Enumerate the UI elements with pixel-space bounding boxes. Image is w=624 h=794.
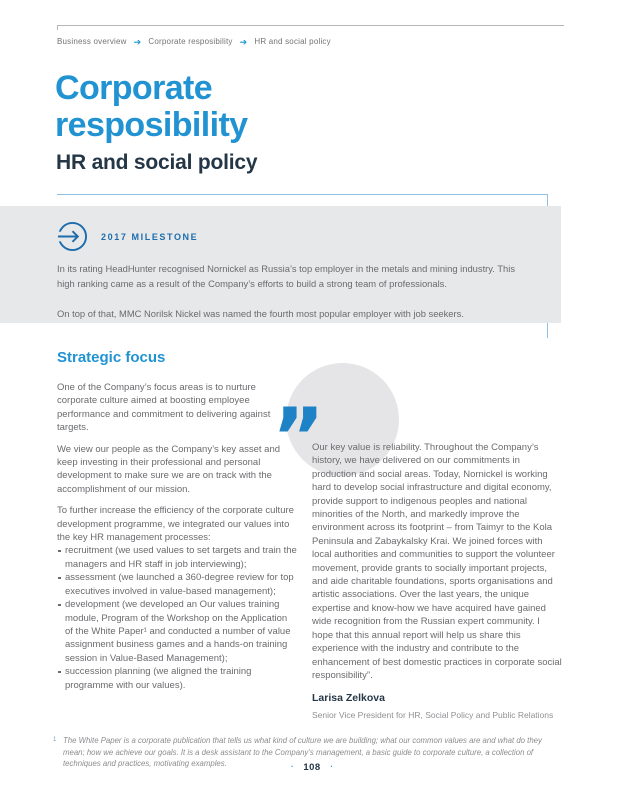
quote-column bbox=[312, 441, 562, 722]
footnote-marker: 1 bbox=[53, 737, 57, 743]
footnote-text: The White Paper is a corporate publication that tells us what kind of culture we are building; what our common values are and what do they mean; how we achieve our goals. It is a desk assistant to the Company’s management, a basic guide to corporate culture, a collection of techniques and practices, motivating examples. bbox=[63, 736, 542, 768]
list-item: succession planning (we aligned the training programme with our values). bbox=[57, 665, 297, 692]
breadcrumb bbox=[57, 37, 331, 46]
body-column-left bbox=[57, 381, 297, 692]
breadcrumb-item-corporate-resposibility[interactable]: Corporate resposibility bbox=[148, 37, 233, 46]
hr-processes-list bbox=[57, 544, 297, 691]
quote-text: Our key value is reliability. Throughout the Company’s history, we have delivered on our commitments in production and social areas. Today, Nornickel is working hard to develop social infrastructure and digital economy, provide support to indigenous peoples and national minorities of the North, and markedly improve the environment across its footprint – from Taimyr to the Kola Peninsula and Zabaykalsky Krai. We joined forces with local authorities and communities to support the volunteer movement, provide grants to socially important projects, and aide charitable foundations, sports organisations and artistic associations. Over the last years, the unique expertise and know-how we have acquired have gained wide recognition from the Russian expert community. I hope that this annual report will help us share this experience with the industry and contribute to the enhancement of best domestic practices in corporate social responsibility”. bbox=[312, 442, 562, 681]
milestone-paragraph: On top of that, MMC Norilsk Nickel was named the fourth most popular employer with job seekers. bbox=[57, 308, 464, 319]
quote-mark-icon: ” bbox=[272, 391, 325, 484]
list-item: assessment (we launched a 360-degree review for top executives involved in value-based management); bbox=[57, 571, 297, 598]
milestone-label: 2017 MILESTONE bbox=[101, 231, 199, 242]
body-paragraph: One of the Company’s focus areas is to nurture corporate culture aimed at boosting employee performance and commitment to delivering against targets. bbox=[57, 382, 271, 434]
list-item: development (we developed an Our values training module, Program of the Workshop on the Application of the White Paper¹ and conducted a number of value assignment business games and a hands-on training session in Value-Based Management); bbox=[57, 598, 297, 665]
arrow-right-icon: ➔ bbox=[133, 36, 142, 47]
section-divider-rule bbox=[57, 194, 548, 195]
arrow-right-circle-icon bbox=[57, 221, 88, 252]
body-paragraph: To further increase the efficiency of the corporate culture development programme, we integrated our values into the key HR management processes: bbox=[57, 505, 294, 544]
page-number bbox=[0, 762, 624, 773]
milestone-panel bbox=[0, 206, 561, 323]
list-item: recruitment (we used values to set targets and train the managers and HR staff in job interviewing); bbox=[57, 544, 297, 571]
quote-author-name: Larisa Zelkova bbox=[312, 692, 385, 705]
page-number-value: 108 bbox=[303, 762, 321, 773]
body-paragraph: We view our people as the Company’s key asset and keep investing in their professional and personal development to make sure we are on track with the accomplishment of our mission. bbox=[57, 443, 281, 495]
page-subtitle: HR and social policy bbox=[56, 151, 258, 174]
breadcrumb-item-hr-and-social-policy[interactable]: HR and social policy bbox=[254, 37, 331, 46]
top-rule bbox=[57, 25, 564, 30]
quote-author-title: Senior Vice President for HR, Social Policy and Public Relations bbox=[312, 709, 554, 720]
arrow-right-icon: ➔ bbox=[239, 36, 248, 47]
milestone-header bbox=[57, 221, 531, 252]
page-number-dot: · bbox=[330, 762, 333, 771]
page-number-dot: · bbox=[291, 762, 294, 771]
breadcrumb-item-business-overview[interactable]: Business overview bbox=[57, 37, 127, 46]
milestone-paragraph: In its rating HeadHunter recognised Nornickel as Russia’s top employer in the metals and mining industry. This high ranking came as a result of the Company’s efforts to build a strong team of professionals. bbox=[57, 263, 516, 289]
section-heading: Strategic focus bbox=[57, 349, 166, 366]
page-title: Corporate resposibility bbox=[55, 69, 248, 144]
